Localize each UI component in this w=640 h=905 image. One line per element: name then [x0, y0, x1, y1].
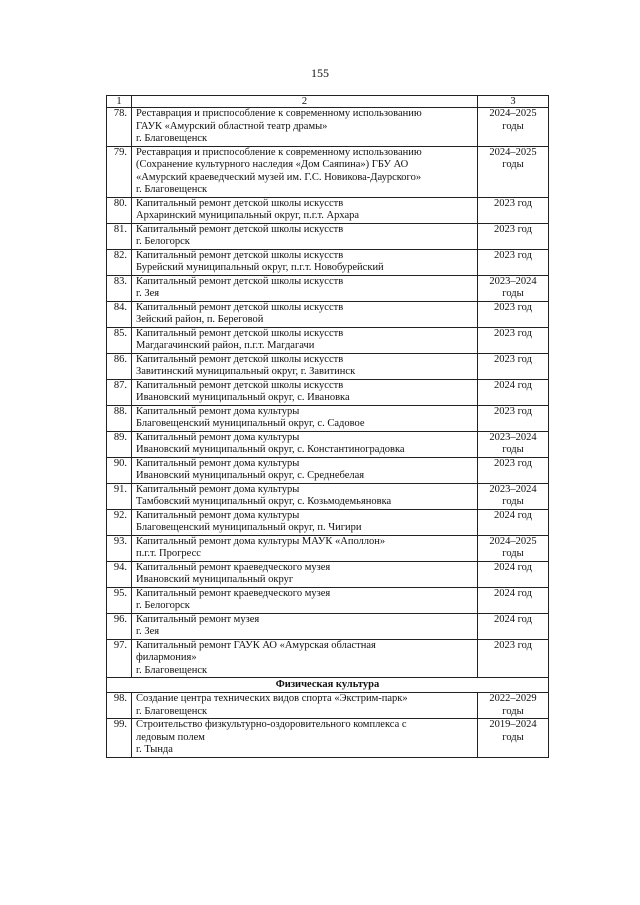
table-row	[107, 275, 549, 301]
description-line: Капитальный ремонт ГАУК АО «Амурская областная	[136, 639, 376, 651]
row-description	[132, 483, 478, 509]
period-line: 2024 год	[494, 613, 532, 625]
period-line: 2023 год	[494, 405, 532, 417]
row-number: 90.	[107, 457, 132, 483]
row-number: 80.	[107, 197, 132, 223]
table-row	[107, 379, 549, 405]
description-line: Капитальный ремонт детской школы искусств	[136, 353, 344, 365]
row-number: 79.	[107, 146, 132, 197]
row-description	[132, 197, 478, 223]
description-line: Капитальный ремонт дома культуры	[136, 431, 300, 443]
period-line: годы	[502, 159, 524, 170]
row-description	[132, 535, 478, 561]
period-line: 2023–2024	[489, 483, 537, 495]
row-description	[132, 301, 478, 327]
period-line: 2024 год	[494, 587, 532, 599]
description-line: Архаринский муниципальный округ, п.г.т. Архара	[136, 210, 360, 221]
row-number: 88.	[107, 405, 132, 431]
description-line: Капитальный ремонт детской школы искусств	[136, 197, 344, 209]
period-line: годы	[502, 705, 524, 717]
description-line: Благовещенский муниципальный округ, с. Садовое	[136, 418, 365, 429]
description-line: Благовещенский муниципальный округ, п. Чигири	[136, 522, 362, 533]
row-period	[478, 379, 549, 405]
table-row	[107, 353, 549, 379]
row-period	[478, 613, 549, 639]
row-description	[132, 327, 478, 353]
row-period	[478, 146, 549, 197]
period-line: годы	[502, 731, 524, 743]
section-row	[107, 678, 549, 693]
description-line: п.г.т. Прогресс	[136, 548, 201, 559]
row-number: 89.	[107, 431, 132, 457]
description-line: г. Тында	[136, 744, 173, 755]
row-period	[478, 719, 549, 758]
period-line: 2023 год	[494, 301, 532, 313]
table-row	[107, 108, 549, 147]
description-line: Капитальный ремонт детской школы искусств	[136, 327, 344, 339]
row-description	[132, 613, 478, 639]
row-number: 84.	[107, 301, 132, 327]
period-line: 2023 год	[494, 457, 532, 469]
row-period	[478, 301, 549, 327]
row-number: 85.	[107, 327, 132, 353]
description-line: Капитальный ремонт детской школы искусств	[136, 249, 344, 261]
period-line: 2023 год	[494, 639, 532, 651]
description-line: г. Зея	[136, 626, 160, 637]
row-period	[478, 639, 549, 678]
row-description	[132, 719, 478, 758]
period-line: 2024 год	[494, 379, 532, 391]
row-period	[478, 457, 549, 483]
column-header-1: 1	[107, 96, 132, 108]
row-number: 78.	[107, 108, 132, 147]
description-line: г. Зея	[136, 288, 160, 299]
description-line: Капитальный ремонт дома культуры	[136, 457, 300, 469]
description-line: Зейский район, п. Береговой	[136, 314, 264, 325]
row-number: 99.	[107, 719, 132, 758]
description-line: (Сохранение культурного наследия «Дом Саяпина») ГБУ АО	[136, 159, 409, 170]
row-period	[478, 561, 549, 587]
period-line: 2023 год	[494, 327, 532, 339]
period-line: 2024 год	[494, 509, 532, 521]
period-line: 2024–2025	[489, 108, 537, 119]
description-line: г. Белогорск	[136, 600, 190, 611]
row-period	[478, 405, 549, 431]
row-period	[478, 587, 549, 613]
period-line: годы	[502, 120, 524, 132]
description-line: Создание центра технических видов спорта «Экстрим-парк»	[136, 693, 408, 704]
table-row	[107, 431, 549, 457]
description-line: Ивановский муниципальный округ	[136, 574, 294, 585]
table-row	[107, 639, 549, 678]
row-number: 97.	[107, 639, 132, 678]
description-line: Реставрация и приспособление к современному использованию	[136, 146, 422, 158]
period-line: 2023 год	[494, 197, 532, 209]
row-description	[132, 431, 478, 457]
row-description	[132, 275, 478, 301]
period-line: 2023–2024	[489, 431, 537, 443]
row-description	[132, 587, 478, 613]
description-line: Капитальный ремонт детской школы искусств	[136, 301, 344, 313]
period-line: 2024–2025	[489, 535, 537, 547]
description-line: Бурейский муниципальный округ, п.г.т. Новобурейский	[136, 262, 384, 273]
description-line: Капитальный ремонт дома культуры	[136, 405, 300, 417]
row-period	[478, 431, 549, 457]
description-line: Ивановский муниципальный округ, с. Константиноградовка	[136, 444, 405, 455]
table-row	[107, 327, 549, 353]
row-number: 92.	[107, 509, 132, 535]
table-row	[107, 509, 549, 535]
period-line: 2023 год	[494, 353, 532, 365]
description-line: г. Благовещенск	[136, 705, 208, 717]
table-row	[107, 197, 549, 223]
row-period	[478, 249, 549, 275]
period-line: 2023 год	[494, 249, 532, 261]
column-header-3: 3	[478, 96, 549, 108]
description-line: Капитальный ремонт дома культуры МАУК «Аполлон»	[136, 535, 386, 547]
row-description	[132, 379, 478, 405]
column-header-2: 2	[132, 96, 478, 108]
row-description	[132, 693, 478, 719]
row-period	[478, 483, 549, 509]
row-period	[478, 509, 549, 535]
table-row	[107, 561, 549, 587]
row-number: 96.	[107, 613, 132, 639]
row-period	[478, 353, 549, 379]
row-number: 86.	[107, 353, 132, 379]
description-line: Капитальный ремонт дома культуры	[136, 509, 300, 521]
table-row	[107, 249, 549, 275]
page-number: 155	[311, 66, 329, 80]
description-line: Капитальный ремонт детской школы искусств	[136, 223, 344, 235]
table-row	[107, 405, 549, 431]
description-line: г. Благовещенск	[136, 133, 208, 144]
row-number: 82.	[107, 249, 132, 275]
table-row	[107, 146, 549, 197]
table-row	[107, 483, 549, 509]
description-line: Ивановский муниципальный округ, с. Ивановка	[136, 392, 350, 403]
period-line: годы	[502, 548, 524, 559]
description-line: г. Благовещенск	[136, 184, 208, 195]
description-line: Капитальный ремонт дома культуры	[136, 483, 300, 495]
table-row	[107, 587, 549, 613]
description-line: Завитинский муниципальный округ, г. Завитинск	[136, 366, 356, 377]
row-description	[132, 561, 478, 587]
description-line: филармония»	[136, 652, 197, 663]
table-header-row	[107, 96, 549, 108]
period-line: 2024 год	[494, 561, 532, 573]
period-line: 2019–2024	[489, 719, 537, 730]
row-period	[478, 275, 549, 301]
row-description	[132, 353, 478, 379]
period-line: 2024–2025	[489, 146, 537, 158]
row-number: 91.	[107, 483, 132, 509]
period-line: 2023–2024	[489, 275, 537, 287]
table-row	[107, 301, 549, 327]
table-row	[107, 613, 549, 639]
section-title: Физическая культура	[107, 678, 549, 693]
description-line: Магдагачинский район, п.г.т. Магдагачи	[136, 340, 315, 351]
description-line: ГАУК «Амурский областной театр драмы»	[136, 120, 328, 132]
description-line: Реставрация и приспособление к современному использованию	[136, 108, 422, 119]
row-period	[478, 108, 549, 147]
description-line: «Амурский краеведческий музей им. Г.С. Новикова-Даурского»	[136, 171, 422, 183]
row-description	[132, 146, 478, 197]
document-table	[106, 95, 549, 758]
row-period	[478, 197, 549, 223]
row-number: 81.	[107, 223, 132, 249]
description-line: Капитальный ремонт краеведческого музея	[136, 587, 331, 599]
table-row	[107, 535, 549, 561]
row-description	[132, 249, 478, 275]
period-line: годы	[502, 496, 524, 507]
description-line: г. Белогорск	[136, 236, 190, 247]
row-description	[132, 108, 478, 147]
row-description	[132, 509, 478, 535]
row-period	[478, 327, 549, 353]
description-line: Строительство физкультурно-оздоровительного комплекса с	[136, 719, 407, 730]
row-number: 94.	[107, 561, 132, 587]
row-description	[132, 405, 478, 431]
description-line: Капитальный ремонт детской школы искусств	[136, 379, 344, 391]
description-line: Капитальный ремонт краеведческого музея	[136, 561, 331, 573]
description-line: г. Благовещенск	[136, 664, 208, 676]
row-number: 93.	[107, 535, 132, 561]
row-number: 98.	[107, 693, 132, 719]
row-description	[132, 223, 478, 249]
table-row	[107, 719, 549, 758]
row-number: 95.	[107, 587, 132, 613]
row-description	[132, 639, 478, 678]
period-line: 2023 год	[494, 223, 532, 235]
row-period	[478, 535, 549, 561]
period-line: годы	[502, 444, 524, 455]
description-line: Капитальный ремонт детской школы искусств	[136, 275, 344, 287]
row-number: 83.	[107, 275, 132, 301]
period-line: 2022–2029	[489, 693, 537, 704]
description-line: Тамбовский муниципальный округ, с. Козьмодемьяновка	[136, 496, 392, 507]
table-row	[107, 223, 549, 249]
row-period	[478, 693, 549, 719]
table-row	[107, 693, 549, 719]
description-line: Капитальный ремонт музея	[136, 613, 260, 625]
description-line: ледовым полем	[136, 731, 205, 743]
description-line: Ивановский муниципальный округ, с. Среднебелая	[136, 470, 365, 481]
row-description	[132, 457, 478, 483]
row-number: 87.	[107, 379, 132, 405]
period-line: годы	[502, 288, 524, 299]
table-row	[107, 457, 549, 483]
row-period	[478, 223, 549, 249]
